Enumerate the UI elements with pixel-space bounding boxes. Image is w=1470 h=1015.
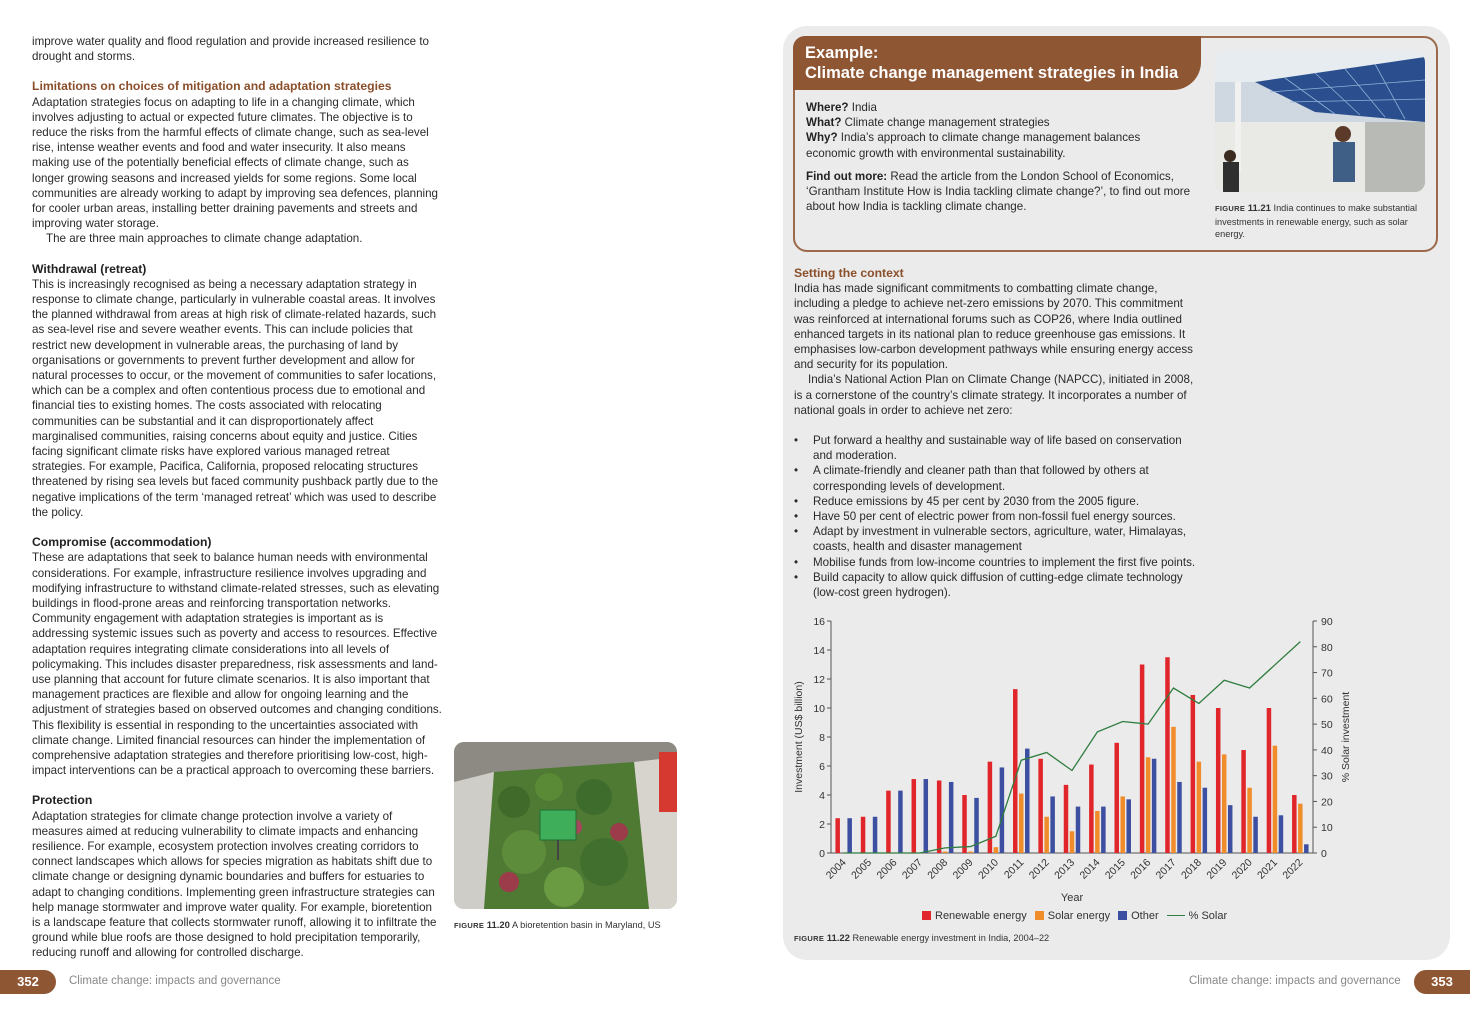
bar-renewable <box>1064 785 1069 853</box>
bar-solar <box>1222 754 1227 853</box>
bar-renewable <box>937 781 942 854</box>
bar-other <box>1126 799 1131 853</box>
list-item: • Have 50 per cent of electric power from non-fossil fuel energy sources. <box>794 509 1204 524</box>
why-value: India’s approach to climate change management balances economic growth with environmental sustainability. <box>806 131 1141 160</box>
figure-label: FIGURE <box>794 934 825 943</box>
legend-item-solar <box>1035 910 1110 922</box>
x-tick-label: 2005 <box>849 856 875 882</box>
bar-other <box>898 791 903 853</box>
list-item: • Mobilise funds from low-income countries to implement the first five points. <box>794 555 1204 570</box>
list-item: • Adapt by investment in vulnerable sectors, agriculture, water, Himalayas, coasts, health and disaster management <box>794 524 1204 554</box>
bar-solar <box>1273 746 1278 853</box>
bar-solar <box>994 847 999 853</box>
bar-solar <box>1095 811 1100 853</box>
figure-label: FIGURE <box>1215 204 1246 213</box>
heading-limitations: Limitations on choices of mitigation and adaptation strategies <box>32 79 392 94</box>
bar-renewable <box>835 818 840 853</box>
limitations-paragraph-2: The are three main approaches to climate change adaptation. <box>46 232 363 246</box>
what-label: What? <box>806 116 842 130</box>
bar-renewable <box>1241 750 1246 853</box>
bar-renewable <box>1216 708 1221 853</box>
x-tick-label: 2014 <box>1077 856 1103 882</box>
y-axis-label: Investment (US$ billion) <box>793 681 805 793</box>
solar-panel-photo <box>1215 52 1425 192</box>
bioretention-illustration <box>454 742 677 909</box>
legend-swatch <box>1035 911 1044 920</box>
y2-tick-label: 50 <box>1321 719 1333 732</box>
bar-solar <box>1120 796 1125 853</box>
bar-solar <box>1171 727 1176 853</box>
page-number-right: 353 <box>1414 970 1470 994</box>
heading-protection: Protection <box>32 793 93 808</box>
why-line <box>806 130 1191 160</box>
bar-solar <box>968 852 973 853</box>
y-tick-label: 10 <box>813 703 825 715</box>
example-heading-line1: Example: <box>805 44 879 62</box>
legend-item-other <box>1118 910 1159 922</box>
bar-solar <box>1197 762 1202 853</box>
figure-11-20-caption <box>454 919 694 933</box>
x-tick-label: 2010 <box>976 856 1002 882</box>
bar-other <box>1000 767 1005 853</box>
bar-renewable <box>1191 695 1196 853</box>
bar-renewable <box>1114 743 1119 853</box>
figure-11-22-caption <box>794 932 1194 946</box>
list-item: • Build capacity to allow quick diffusion of cutting-edge climate technology (low-cost green hydrogen). <box>794 570 1204 600</box>
y-tick-label: 4 <box>819 790 825 802</box>
figure-caption-text: A bioretention basin in Maryland, US <box>512 920 661 930</box>
bar-renewable <box>1165 657 1170 853</box>
bar-other <box>1101 807 1106 853</box>
y2-tick-label: 20 <box>1321 796 1333 809</box>
example-body <box>806 100 1191 214</box>
legend-swatch <box>1118 911 1127 920</box>
compromise-paragraph: These are adaptations that seek to balance human needs with environmental considerations. For example, infrastructure resilience involves upgrading and modifying infrastructure to withstand climate-related stresses, such as elevating buildings in flood-prone areas and reinforcing transportation networks. Community engagement with adaptation strategies is important as is addressing systemic issues such as poverty and access to resources. Effective adaptation requires integrating climate considerations into all levels of policymaking. This includes disaster preparedness, risk assessments and land-use planning that account for future climate scenarios. It is also important that management practices are flexible and allow for ongoing learning and the adjustment of strategies based on observed outcomes and changing conditions. This flexibility is essential in responding to the uncertainties associated with climate change. Limited financial resources can hinder the implementation of comprehensive adaptation strategies and therefore prioritising low-cost, high-impact interventions can be a practical approach to overcoming these barriers. <box>32 551 442 778</box>
bar-renewable <box>1038 759 1043 853</box>
legend-label: Other <box>1131 910 1159 922</box>
bar-renewable <box>1267 708 1272 853</box>
y2-tick-label: 70 <box>1321 667 1333 680</box>
chart-legend <box>922 910 1227 922</box>
x-tick-label: 2019 <box>1204 856 1230 882</box>
example-heading-line2: Climate change management strategies in India <box>805 64 1179 82</box>
legend-line <box>1167 915 1185 916</box>
bar-solar <box>1070 831 1075 853</box>
where-line <box>806 100 1191 115</box>
intro-paragraph: improve water quality and flood regulation and provide increased resilience to drought and storms. <box>32 35 429 64</box>
bar-solar <box>943 852 948 853</box>
list-item: • Reduce emissions by 45 per cent by 2030 from the 2005 figure. <box>794 494 1204 509</box>
bar-other <box>1304 844 1309 853</box>
x-tick-label: 2018 <box>1178 856 1204 882</box>
legend-swatch <box>922 911 931 920</box>
what-line <box>806 115 1191 130</box>
y-tick-label: 2 <box>819 819 825 831</box>
bar-solar <box>1019 794 1024 853</box>
y-tick-label: 8 <box>819 732 825 744</box>
legend-label: % Solar <box>1188 910 1228 922</box>
y2-tick-label: 80 <box>1321 641 1333 654</box>
legend-item-pct-solar <box>1167 910 1228 922</box>
bar-renewable <box>861 817 866 853</box>
bar-other <box>924 779 929 853</box>
context-paragraph-1: India has made significant commitments to combatting climate change, including a pledge to achieve net-zero emissions by 2070. This commitment was reinforced at international forums such as COP26, where India outlined enhanced targets in its national plan to reduce greenhouse gas emissions. It emphasises low-carbon development pathways while ensuring energy access and security for its population. <box>794 282 1193 372</box>
x-tick-label: 2007 <box>899 856 925 882</box>
y2-axis-label: % Solar investment <box>1340 691 1352 783</box>
bar-renewable <box>886 791 891 853</box>
y2-tick-label: 60 <box>1321 693 1333 706</box>
y2-tick-label: 90 <box>1321 616 1333 628</box>
x-tick-label: 2009 <box>950 856 976 882</box>
figure-number: 11.21 <box>1247 203 1271 214</box>
protection-paragraph: Adaptation strategies for climate change protection involve a variety of measures aimed at reducing vulnerability to climate impacts and enhancing resilience. For example, ecosystem protection involves creating corridors to connect landscapes which allows for species migration as habitats shift due to climate change or designing dynamic boundaries and buffers for estuaries to adapt to changing conditions. Implementing green infrastructure strategies can help manage stormwater and improve water quality. For example, bioretention is a landscape feature that collects stormwater runoff, allowing it to infiltrate the ground while blue roofs are those designed to hold precipitation temporarily, reducing runoff and allowing for controlled discharge. <box>32 809 437 960</box>
list-item: • A climate-friendly and cleaner path than that followed by others at corresponding levels of development. <box>794 463 1204 493</box>
bar-other <box>1025 749 1030 853</box>
left-page-text <box>32 34 442 961</box>
figure-11-21-caption <box>1215 202 1425 241</box>
x-tick-label: 2016 <box>1128 856 1154 882</box>
find-out-label: Find out more: <box>806 169 888 183</box>
y2-tick-label: 30 <box>1321 770 1333 783</box>
renewable-investment-chart <box>783 608 1383 908</box>
x-tick-label: 2020 <box>1229 856 1255 882</box>
bar-other <box>847 818 852 853</box>
x-tick-label: 2006 <box>874 856 900 882</box>
legend-item-renewable <box>922 910 1027 922</box>
where-label: Where? <box>806 101 849 114</box>
x-axis-label: Year <box>1060 892 1084 904</box>
bar-other <box>1050 796 1055 853</box>
bar-renewable <box>1089 765 1094 853</box>
y-tick-label: 16 <box>813 616 825 628</box>
figure-caption-text: Renewable energy investment in India, 2004–22 <box>852 933 1050 943</box>
where-value: India <box>851 101 877 114</box>
bar-other <box>1152 759 1157 853</box>
bar-renewable <box>1292 795 1297 853</box>
y-tick-label: 0 <box>819 848 825 860</box>
what-value: Climate change management strategies <box>844 116 1050 130</box>
bar-renewable <box>1140 665 1145 854</box>
y2-tick-label: 0 <box>1321 848 1327 860</box>
limitations-paragraph: Adaptation strategies focus on adapting to life in a changing climate, which involves adjusting to actual or expected future climates. The objective is to reduce the risks from the harmful effects of climate change, such as sea-level rise, intense weather events and food and water insecurity. It also means making use of the potentially beneficial effects of climate change, such as longer growing seasons and increased yields for some regions. Some local communities are already working to adapt by improving sea defences, planning for cooler urban areas, installing better draining pavements and streets and improving water storage. <box>32 95 439 231</box>
bar-other <box>1177 782 1182 853</box>
find-out-line <box>806 169 1191 215</box>
x-tick-label: 2013 <box>1052 856 1078 882</box>
legend-label: Renewable energy <box>935 910 1027 922</box>
heading-compromise: Compromise (accommodation) <box>32 535 212 550</box>
legend-label: Solar energy <box>1047 910 1111 922</box>
list-item: • Put forward a healthy and sustainable way of life based on conservation and moderation. <box>794 433 1204 463</box>
bioretention-photo <box>454 742 677 909</box>
x-tick-label: 2021 <box>1255 856 1281 882</box>
y2-tick-label: 40 <box>1321 744 1333 757</box>
x-tick-label: 2012 <box>1026 856 1052 882</box>
x-tick-label: 2015 <box>1102 856 1128 882</box>
context-paragraph-2: India’s National Action Plan on Climate Change (NAPCC), initiated in 2008, is a cornerstone of the country’s climate strategy. It incorporates a number of national goals in order to achieve net zero: <box>794 373 1194 417</box>
bar-other <box>1076 807 1081 853</box>
y-tick-label: 12 <box>813 674 825 686</box>
heading-withdrawal: Withdrawal (retreat) <box>32 261 147 276</box>
x-tick-label: 2017 <box>1153 856 1179 882</box>
bar-other <box>1203 788 1208 853</box>
bar-other <box>873 817 878 853</box>
bar-other <box>1279 815 1284 853</box>
bar-solar <box>1146 757 1151 853</box>
bar-solar <box>1247 788 1252 853</box>
heading-setting-context: Setting the context <box>794 266 904 280</box>
page-number-left: 352 <box>0 970 56 994</box>
withdrawal-paragraph: This is increasingly recognised as being a necessary adaptation strategy in response to climate change, particularly in vulnerable coastal areas. It involves the planned withdrawal from areas at high risk of climate-related hazards, such as sea-level rise and severe weather events. This can include policies that restrict new development in vulnerable areas, the purchasing of land by organisations or governments to prevent further development and allow for natural processes to occur, or the movement of communities to safer locations, which can be a complex and often contentious process due to emotional and financial ties to existing homes. The costs associated with relocating communities can be substantial and it can disproportionately affect marginalised communities, raising concerns about equity and justice. Cities facing significant climate risks have explored various managed retreat strategies. For example, Pacifica, California, proposed relocating structures threatened by rising sea levels but faced community pushback partly due to the negative implications of the term ‘managed retreat’ which was used to describe the policy. <box>32 277 439 519</box>
bar-other <box>1253 817 1258 853</box>
bar-other <box>949 782 954 853</box>
bar-other <box>1228 805 1233 853</box>
x-tick-label: 2004 <box>823 856 849 882</box>
y-tick-label: 14 <box>813 645 825 657</box>
footer-title-left: Climate change: impacts and governance <box>69 975 281 987</box>
x-tick-label: 2022 <box>1280 856 1306 882</box>
bar-solar <box>1298 804 1303 853</box>
x-tick-label: 2008 <box>925 856 951 882</box>
y-tick-label: 6 <box>819 761 825 773</box>
example-heading <box>793 36 1201 90</box>
find-out-value: Read the article from the London School of Economics, ‘Grantham Institute How is India tackling climate change?’, to find out more about how India is tackling climate change. <box>806 169 1191 214</box>
y2-tick-label: 10 <box>1321 822 1333 835</box>
bar-renewable <box>1013 689 1018 853</box>
bar-renewable <box>912 779 917 853</box>
figure-label: FIGURE <box>454 921 485 930</box>
figure-number: 11.22 <box>826 933 850 944</box>
solar-illustration <box>1215 52 1425 192</box>
x-tick-label: 2011 <box>1001 856 1027 882</box>
setting-context <box>794 266 1204 600</box>
why-label: Why? <box>806 131 838 145</box>
bar-solar <box>1044 817 1049 853</box>
bar-renewable <box>962 795 967 853</box>
footer-title-right: Climate change: impacts and governance <box>1189 975 1401 987</box>
napcc-goals-list <box>794 433 1204 600</box>
figure-number: 11.20 <box>486 920 510 931</box>
figure-caption-text: India continues to make substantial investments in renewable energy, such as solar energy. <box>1215 203 1418 239</box>
